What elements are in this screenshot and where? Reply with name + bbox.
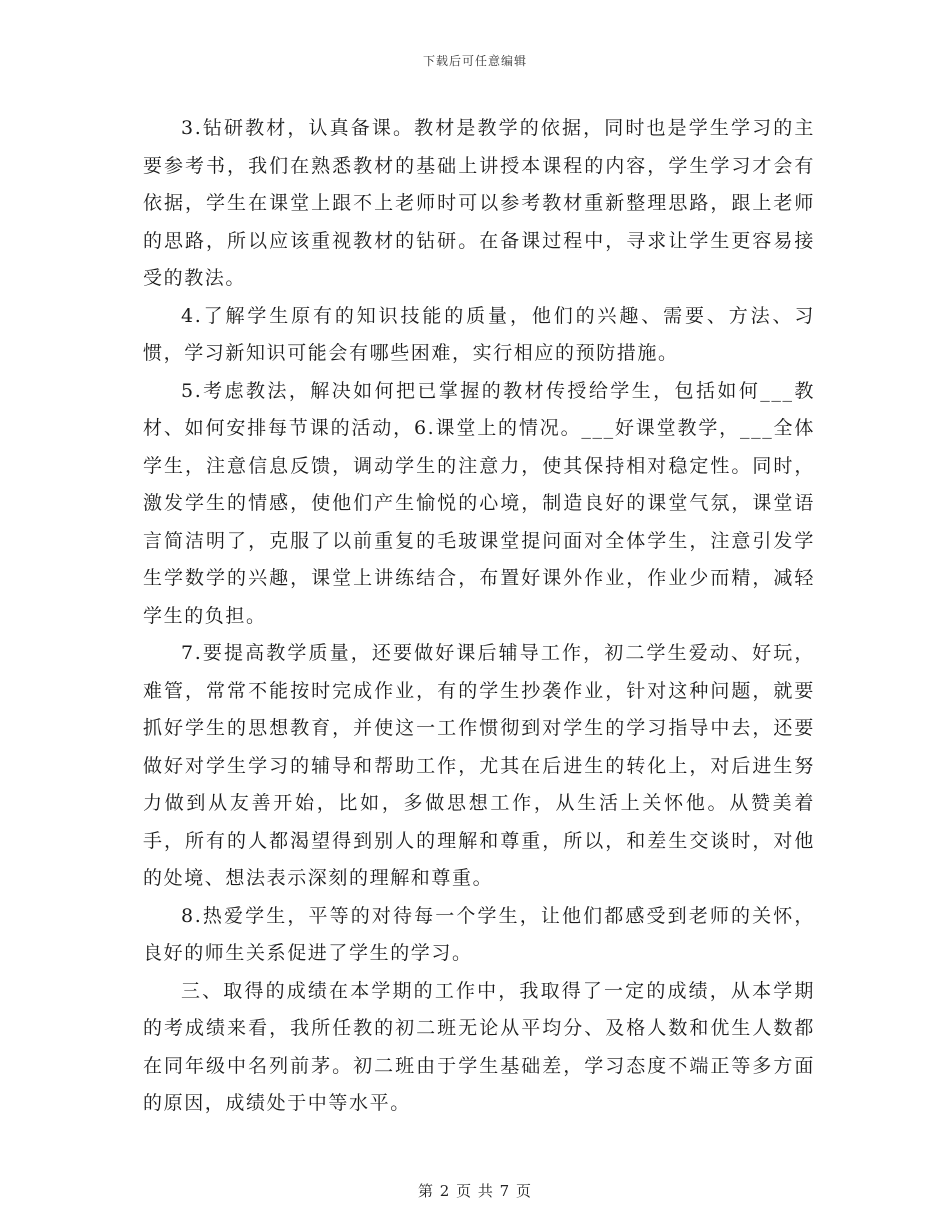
document-body	[143, 110, 815, 1123]
paragraph-item-8: 8.热爱学生，平等的对待每一个学生，让他们都感受到老师的关怀，良好的师生关系促进了学生的学习。	[143, 904, 815, 964]
paragraph-item-3: 3.钻研教材，认真备课。教材是教学的依据，同时也是学生学习的主要参考书，我们在熟悉教材的基础上讲授本课程的内容，学生学习才会有依据，学生在课堂上跟不上老师时可以参考教材重新整理思路，跟上老师的思路，所以应该重视教材的钻研。在备课过程中，寻求让学生更容易接受的教法。	[143, 117, 815, 289]
paragraph-item-7: 7.要提高教学质量，还要做好课后辅导工作，初二学生爱动、好玩，难管，常常不能按时完成作业，有的学生抄袭作业，针对这种问题，就要抓好学生的思想教育，并使这一工作惯彻到对学生的学习指导中去，还要做好对学生学习的辅导和帮助工作，尤其在后进生的转化上，对后进生努力做到从友善开始，比如，多做思想工作，从生活上关怀他。从赞美着手，所有的人都渴望得到别人的理解和尊重，所以，和差生交谈时，对他的处境、想法表示深刻的理解和尊重。	[143, 642, 815, 889]
paragraph-achievements: 三、取得的成绩在本学期的工作中，我取得了一定的成绩，从本学期的考成绩来看，我所任教的初二班无论从平均分、及格人数和优生人数都在同年级中名列前茅。初二班由于学生基础差，学习态度不端正等多方面的原因，成绩处于中等水平。	[143, 979, 815, 1114]
paragraph-item-5: 5.考虑教法，解决如何把已掌握的教材传授给学生，包括如何___教材、如何安排每节课的活动，6.课堂上的情况。___好课堂教学，___全体学生，注意信息反馈，调动学生的注意力，使其保持相对稳定性。同时，激发学生的情感，使他们产生愉悦的心境，制造良好的课堂气氛，课堂语言简洁明了，克服了以前重复的毛玻课堂提问面对全体学生，注意引发学生学数学的兴趣，课堂上讲练结合，布置好课外作业，作业少而精，减轻学生的负担。	[143, 379, 815, 627]
page-number: 第 2 页 共 7 页	[418, 1182, 532, 1200]
paragraph-item-4: 4.了解学生原有的知识技能的质量，他们的兴趣、需要、方法、习惯，学习新知识可能会有哪些困难，实行相应的预防措施。	[143, 304, 815, 364]
page-header: 下载后可任意编辑	[422, 54, 527, 68]
